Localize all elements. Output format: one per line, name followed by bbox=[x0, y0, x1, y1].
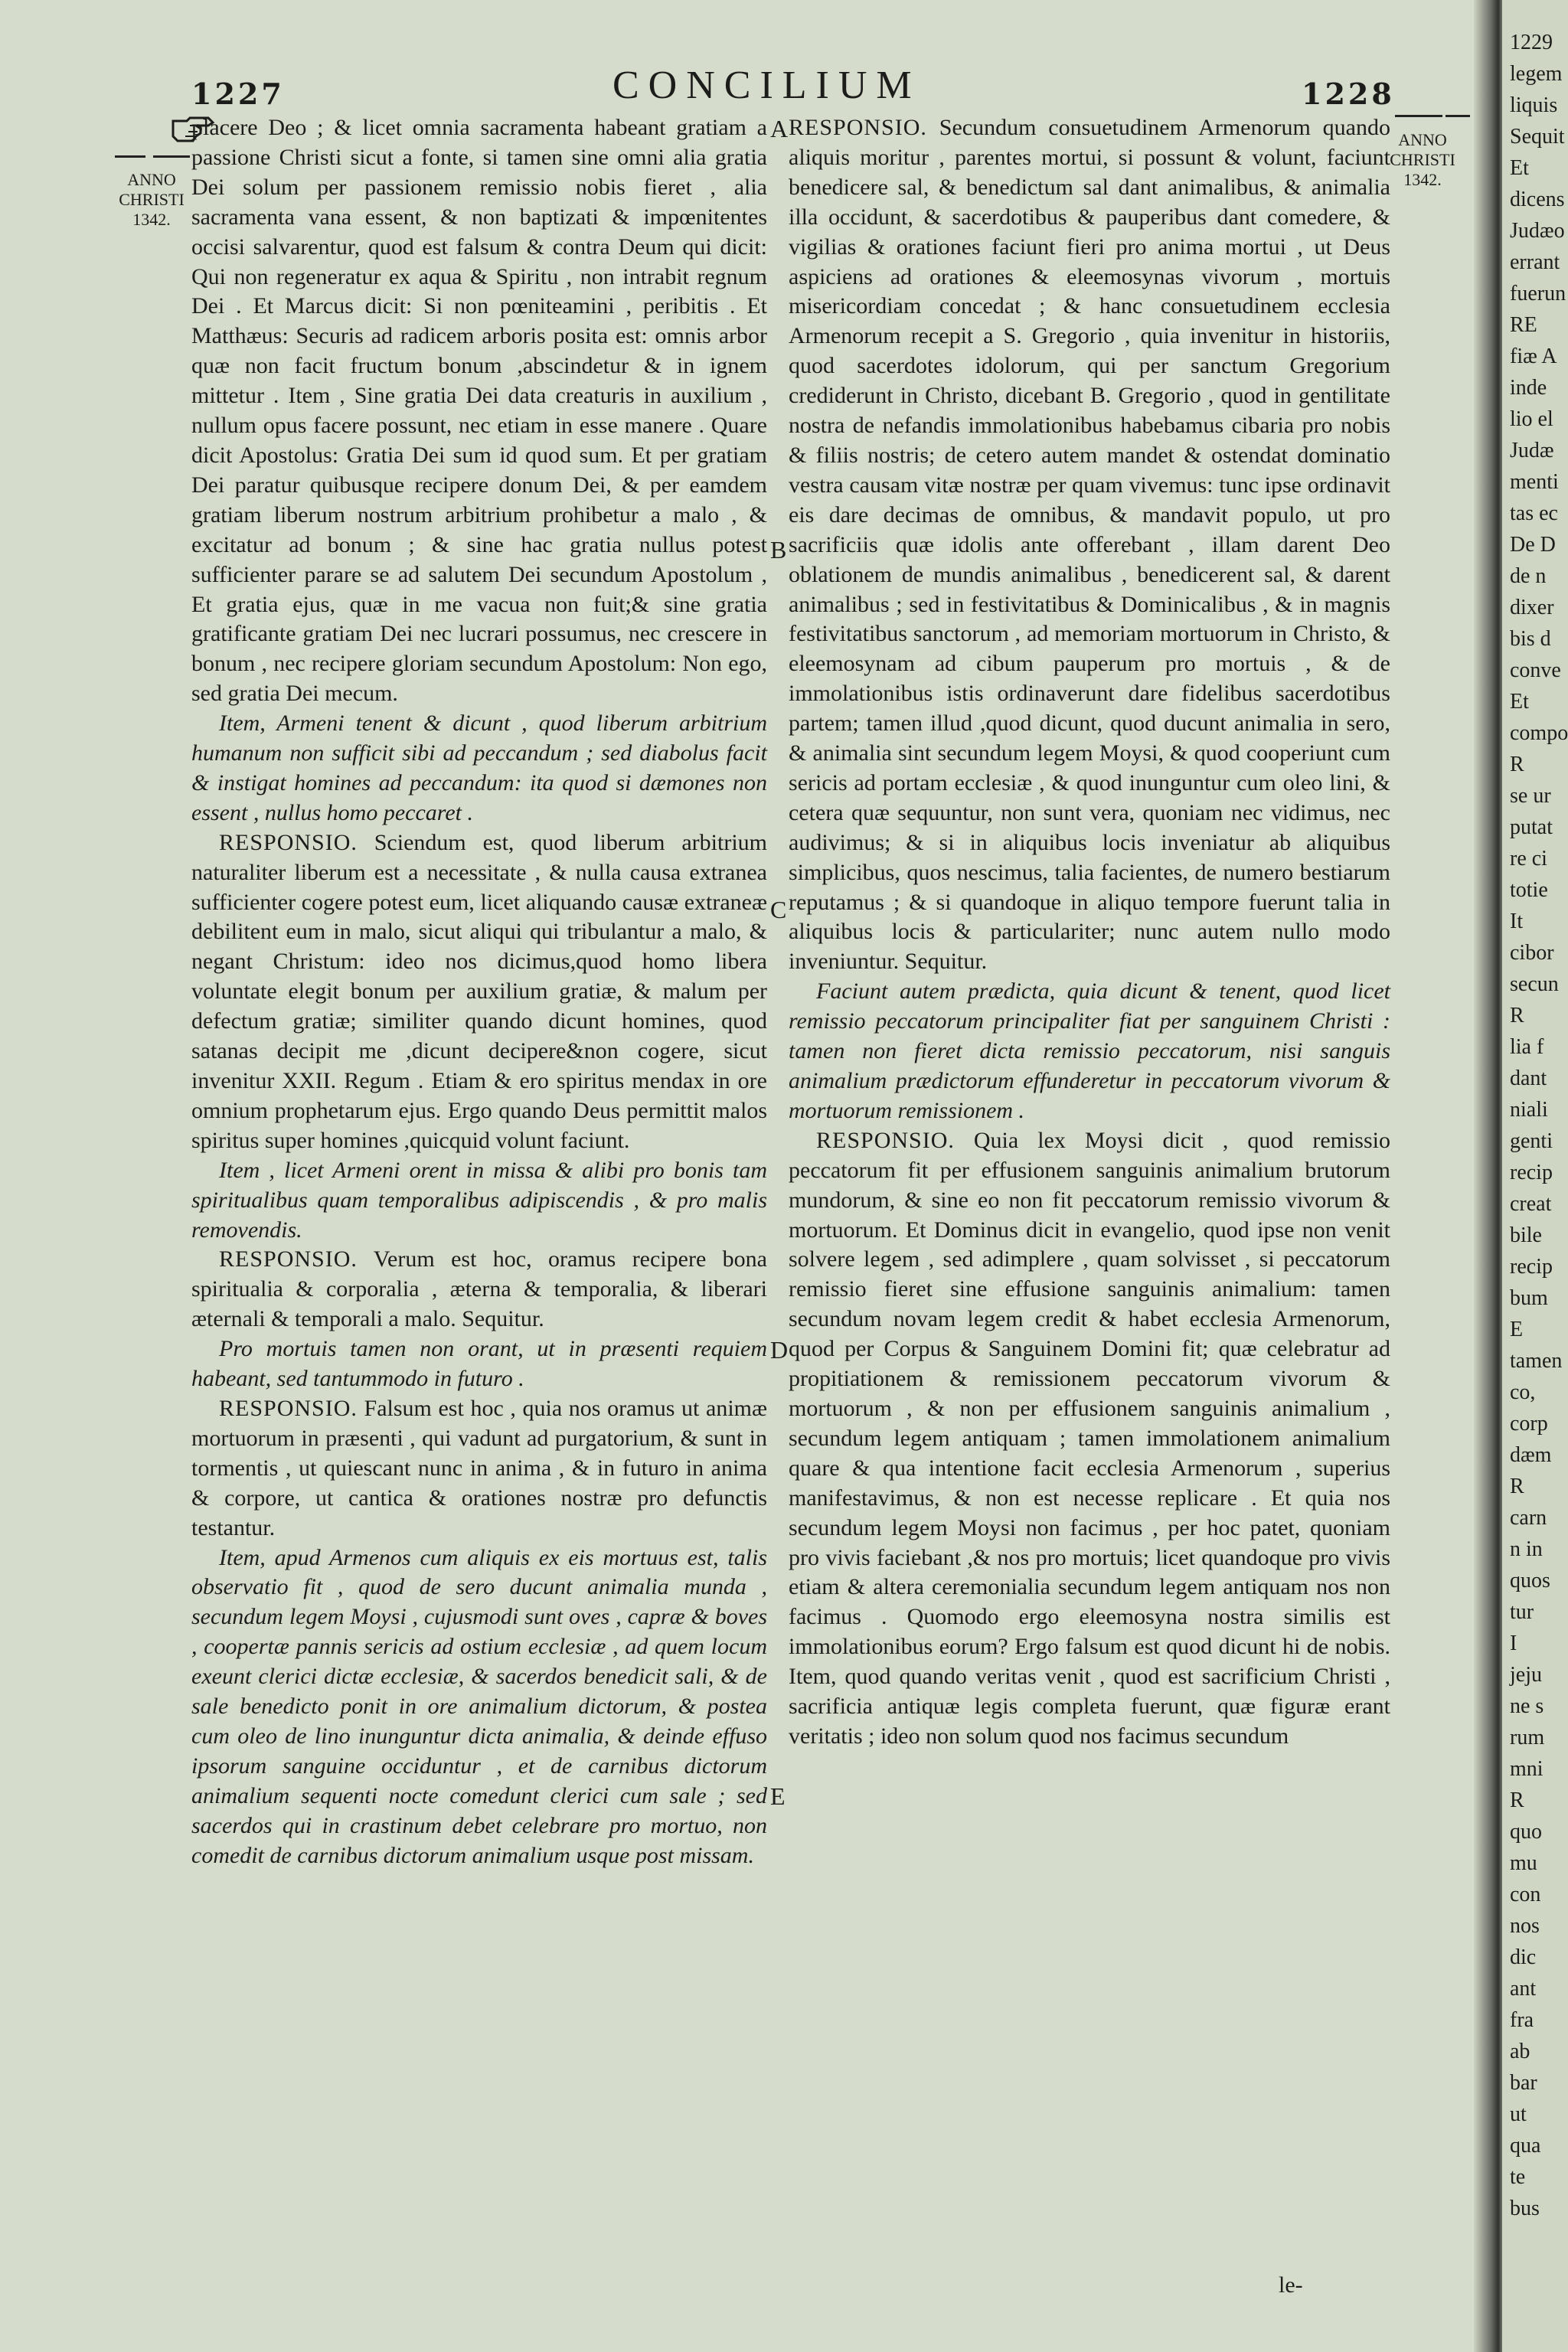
next-page-line: compo bbox=[1510, 721, 1568, 745]
paragraph-text: Faciunt autem prædicta, quia dicunt & tenent, quod licet remissio peccatorum principaliter fiat per sanguinem Christi : tamen non fieret dicta remissio peccatorum, nisi sanguis animalium prædictorum effunderetur in peccatorum vivorum & mortuorum remissionem . bbox=[789, 978, 1390, 1123]
margin-note-left bbox=[113, 170, 190, 230]
next-page-line: dæm bbox=[1510, 1443, 1552, 1467]
text-paragraph bbox=[191, 113, 767, 709]
next-page-line: Sequit bbox=[1510, 125, 1565, 149]
next-page-line: totie bbox=[1510, 878, 1548, 902]
next-page-line: lio el bbox=[1510, 407, 1553, 431]
next-page-line: inde bbox=[1510, 376, 1547, 400]
margin-note-line: CHRISTI bbox=[1390, 150, 1455, 169]
next-page-line: R bbox=[1510, 1475, 1524, 1498]
next-page-line: errant bbox=[1510, 250, 1560, 274]
page-number-left: 1227 bbox=[191, 77, 285, 111]
next-page-line: corp bbox=[1510, 1412, 1548, 1436]
objection-paragraph bbox=[191, 1544, 767, 1871]
next-page-line: niali bbox=[1510, 1098, 1548, 1122]
next-page-line: E bbox=[1510, 1318, 1524, 1341]
margin-rule bbox=[1446, 115, 1470, 117]
response-text: Falsum est hoc , quia nos oramus ut animæ mortuorum in præsenti , qui vadunt ad purgatorium, & sunt in tormentis , ut quiescant nunc in anima , & in futuro in anima & corpore, ut cantica & orationes nostræ pro defunctis testantur. bbox=[191, 1395, 767, 1540]
next-page-line: ab bbox=[1510, 2040, 1530, 2063]
margin-note-right bbox=[1384, 130, 1461, 190]
next-page-line: de n bbox=[1510, 564, 1547, 588]
next-page-line: te bbox=[1510, 2165, 1526, 2189]
next-page-line: Et bbox=[1510, 690, 1529, 714]
book-gutter bbox=[1474, 0, 1504, 2352]
next-page-line: quo bbox=[1510, 1820, 1542, 1844]
next-page-line: R bbox=[1510, 753, 1524, 776]
next-page-line: ut bbox=[1510, 2102, 1527, 2126]
margin-note-line: ANNO bbox=[127, 170, 176, 189]
margin-note-line: CHRISTI bbox=[119, 190, 185, 209]
next-page-line: bile bbox=[1510, 1223, 1542, 1247]
section-marker-b: B bbox=[770, 536, 787, 564]
margin-note-line: ANNO bbox=[1398, 130, 1447, 149]
next-page-fragment bbox=[1502, 0, 1568, 2352]
next-page-line: conve bbox=[1510, 658, 1561, 682]
next-page-line: dicens bbox=[1510, 188, 1565, 211]
section-marker-d: D bbox=[770, 1336, 789, 1364]
response-text: Sciendum est, quod liberum arbitrium naturaliter liberum est a necessitate , & nulla causa extranea sufficienter cogere potest eum, licet aliquando causæ extraneæ debilitent eum in malo, sicut aliqui qui tribulantur a malo, & negant Christum: ideo nos dicimus,quod homo libera voluntate elegit bonum per auxilium gratiæ, & malum per defectum gratiæ; similiter quando dicunt homines, quod satanas decipit me ,dicunt decipere&non cogere, sicut invenitur XXII. Regum . Etiam & ero spiritus mendax in ore omnium prophetarum ejus. Ergo quando Deus permittit malos spiritus super homines ,quicquid volunt faciunt. bbox=[191, 829, 767, 1153]
running-title: CONCILIUM bbox=[612, 64, 921, 107]
next-page-line: qua bbox=[1510, 2134, 1541, 2158]
response-label: RESPONSIO. bbox=[219, 1246, 358, 1272]
next-page-line: mu bbox=[1510, 1851, 1537, 1875]
paragraph-text: Item, apud Armenos cum aliquis ex eis mortuus est, talis observatio fit , quod de sero ducunt animalia munda , secundum legem Moysi , cujusmodi sunt oves , capræ & boves , coopertæ pannis sericis ad ostium ecclesiæ , ad quem locum exeunt clerici dictæ ecclesiæ, & sacerdos benedicit sali, & de sale benedicto ponit in ore animalium dictorum, & postea cum oleo de lino inunguntur dicta animalia, & deinde effuso ipsorum sanguine occiduntur , et de carnibus dictorum animalium sequenti nocte comedunt clerici cum sale ; sed sacerdos qui in crastinum debet celebrare pro mortuo, non comedit de carnibus dictorum animalium usque post missam. bbox=[191, 1544, 767, 1868]
next-page-line: R bbox=[1510, 1788, 1524, 1812]
next-page-line: ne s bbox=[1510, 1694, 1544, 1718]
response-text: Secundum consuetudinem Armenorum quando aliquis moritur , parentes mortui, si possunt & volunt, faciunt benedicere sal, & benedictum sal dant animalibus, & animalia illa occidunt, & sacerdotibus & pauperibus dant comedere, & vigilias & orationes faciunt fieri pro anima mortui , ut Deus aspiciens ad orationes & eleemosynas vivorum , mortuis misericordiam concedat ; & hanc consuetudinem ecclesia Armenorum recepit a S. Gregorio , quia invenitur in historiis, quod sacerdotes idolorum, qui per sanctum Gregorium crediderunt in Christo, dicebant B. Gregorio , quod in gentilitate nostra de nefandis immolationibus habebamus cibaria pro nobis & filiis nostris; de cetero autem mandet & ostendat dominatio vestra causam vitæ nostræ per quam vivemus: tunc ipse ordinavit eis dare decimas de omnibus, & mandavit populo, ut pro sacrificiis quæ idolis ante offerebant , illam darent Deo oblationem de mundis animalibus , benedicerent sal, & darent animalibus ; sed in festivitatibus & Dominicalibus , & in magnis festivitatibus sanctorum , ad memoriam mortuorum in Christo, & eleemosynam ad cibum pauperum pro mortuis , & de immolationibus istis ordinaverunt dare fidelibus sacerdotibus partem; tamen illud ,quod dicunt, quod ducunt animalia in sero, & animalia sint secundum legem Moysi, & quod cooperiunt cum sericis ad portam ecclesiæ , & quod inunguntur cum oleo lini, & cetera quæ sequuntur, non sunt vera, quoniam nec vidimus, nec audivimus; & si in aliquibus locis inveniatur ab aliquibus simplicibus, quos nescimus, talia facientes, de numero bestiarum reputamus ; & si quandoque in aliquo tempore fuerunt talia in aliquibus locis & particulariter; nunc autem nullo modo inveniuntur. Sequitur. bbox=[789, 115, 1390, 975]
section-marker-a: A bbox=[770, 115, 789, 142]
left-text-column bbox=[191, 113, 767, 1870]
objection-paragraph bbox=[191, 1156, 767, 1246]
next-page-line: n in bbox=[1510, 1537, 1543, 1561]
paragraph-text: Item, Armeni tenent & dicunt , quod liberum arbitrium humanum non sufficit sibi ad peccandum ; sed diabolus facit & instigat homines ad peccandum: ita quod si dæmones non essent , nullus homo peccaret . bbox=[191, 710, 767, 825]
next-page-line: co, bbox=[1510, 1380, 1536, 1404]
next-page-line: re ci bbox=[1510, 847, 1547, 871]
right-text-column bbox=[789, 113, 1390, 1752]
next-page-line: secun bbox=[1510, 972, 1559, 996]
next-page-line: tas ec bbox=[1510, 501, 1558, 525]
response-text: Verum est hoc, oramus recipere bona spiritualia & corporalia , æterna & temporalia, & liberari æternali & temporali a malo. Sequitur. bbox=[191, 1246, 767, 1332]
next-page-line: rum bbox=[1510, 1726, 1545, 1749]
response-text: Quia lex Moysi dicit , quod remissio peccatorum fit per effusionem sanguinis animalium brutorum mundorum, & sine eo non fit peccatorum remissio vivorum & mortuorum. Et Dominus dicit in evangelio, quod ipse non venit solvere legem , sed adimplere , quam solvisset , si peccatorum remissio fieret sine effusione sanguinis animalium: tamen secundum novam legem credit & habet ecclesia Armenorum, quod per Corpus & Sanguinem Domini fit; quæ celebratur ad propitiationem & remissionem peccatorum vivorum & mortuorum , & non per effusionem sanguinis animalium , secundum legem antiquam ; tamen immolationem animalium quare & qua intentione facit ecclesia Armenorum , superius manifestavimus, & non est necesse replicare . Et quia nos secundum legem Moysi non facimus , per hoc patet, quoniam pro vivis faciebant ,& nos pro mortuis; licet quandoque pro vivis etiam & altera ceremonialia secundum legem antiquam nos non facimus . Quomodo ergo eleemosyna nostra similis est immolationibus eorum? Ergo falsum est quod dicunt hi de nobis. Item, quod quando veritas venit , quod est sacrificium Christi , sacrificia antiquæ legis completa fuerunt, quæ figuræ erant veritatis ; ideo non solum quod nos facimus secundum bbox=[789, 1127, 1390, 1749]
next-page-line: con bbox=[1510, 1883, 1541, 1906]
next-page-line: dic bbox=[1510, 1945, 1537, 1969]
next-page-line: It bbox=[1510, 910, 1524, 933]
page-header bbox=[0, 60, 1474, 113]
next-page-line: putat bbox=[1510, 815, 1553, 839]
response-paragraph bbox=[789, 113, 1390, 977]
objection-paragraph bbox=[191, 709, 767, 828]
next-page-line: bum bbox=[1510, 1286, 1548, 1310]
next-page-line: fuerun bbox=[1510, 282, 1566, 305]
next-page-line: ant bbox=[1510, 1977, 1537, 2001]
objection-paragraph bbox=[789, 977, 1390, 1126]
next-page-line: liquis bbox=[1510, 93, 1558, 117]
page-number-right: 1228 bbox=[1302, 77, 1395, 111]
next-page-line: Et bbox=[1510, 156, 1529, 180]
response-label: RESPONSIO. bbox=[219, 829, 358, 855]
next-page-line: creat bbox=[1510, 1192, 1552, 1216]
next-page-line: dixer bbox=[1510, 596, 1554, 619]
next-page-line: bar bbox=[1510, 2071, 1537, 2095]
next-page-line: se ur bbox=[1510, 784, 1551, 808]
next-page-line: Judæo bbox=[1510, 219, 1565, 243]
margin-rule bbox=[1395, 115, 1442, 117]
margin-note-line: 1342. bbox=[132, 210, 171, 229]
next-page-line: fra bbox=[1510, 2008, 1534, 2032]
response-label: RESPONSIO. bbox=[219, 1395, 358, 1421]
response-paragraph bbox=[191, 828, 767, 1156]
next-page-line: jeju bbox=[1510, 1663, 1542, 1687]
next-page-line: lia f bbox=[1510, 1035, 1544, 1059]
paragraph-text: Pro mortuis tamen non orant, ut in præsenti requiem habeant, sed tantummodo in futuro . bbox=[191, 1336, 767, 1392]
response-paragraph bbox=[191, 1245, 767, 1334]
margin-rule bbox=[153, 155, 190, 158]
next-page-line: 1229 bbox=[1510, 31, 1553, 54]
next-page-line: recip bbox=[1510, 1161, 1553, 1184]
margin-note-line: 1342. bbox=[1403, 170, 1442, 189]
next-page-line: RE bbox=[1510, 313, 1537, 337]
next-page-line: I bbox=[1510, 1632, 1517, 1655]
response-label: RESPONSIO. bbox=[789, 115, 927, 140]
next-page-line: Judæ bbox=[1510, 439, 1554, 462]
next-page-line: legem bbox=[1510, 62, 1563, 86]
paragraph-text: Item , licet Armeni orent in missa & alibi pro bonis tam spiritualibus quam temporalibus adipiscendis , & pro malis removendis. bbox=[191, 1157, 767, 1243]
next-page-line: nos bbox=[1510, 1914, 1540, 1938]
next-page-line: tamen bbox=[1510, 1349, 1563, 1373]
next-page-line: bis d bbox=[1510, 627, 1551, 651]
next-page-line: cibor bbox=[1510, 941, 1554, 965]
next-page-line: carn bbox=[1510, 1506, 1547, 1530]
next-page-line: fiæ A bbox=[1510, 345, 1557, 368]
section-marker-c: C bbox=[770, 896, 787, 923]
margin-rule bbox=[115, 155, 145, 158]
next-page-line: R bbox=[1510, 1004, 1524, 1027]
next-page-line: menti bbox=[1510, 470, 1559, 494]
next-page-line: dant bbox=[1510, 1067, 1547, 1090]
next-page-line: bus bbox=[1510, 2197, 1540, 2220]
response-paragraph bbox=[191, 1394, 767, 1544]
next-page-line: genti bbox=[1510, 1129, 1553, 1153]
catchword: le- bbox=[1279, 2272, 1303, 2298]
objection-paragraph bbox=[191, 1334, 767, 1394]
next-page-line: recip bbox=[1510, 1255, 1553, 1279]
section-marker-e: E bbox=[770, 1782, 786, 1810]
response-label: RESPONSIO. bbox=[816, 1127, 955, 1153]
next-page-line: mni bbox=[1510, 1757, 1544, 1781]
response-paragraph bbox=[789, 1126, 1390, 1752]
next-page-line: tur bbox=[1510, 1600, 1534, 1624]
next-page-line: De D bbox=[1510, 533, 1556, 557]
next-page-line: quos bbox=[1510, 1569, 1550, 1592]
paragraph-text: placere Deo ; & licet omnia sacramenta habeant gratiam a passione Christi sicut a fonte, si tamen sine omni alia gratia Dei solum per passionem remissio nobis fieret , alia sacramenta vana essent, & non baptizati & impœnitentes occisi salvarentur, quod est falsum & contra Deum qui dicit: Qui non regeneratur ex aqua & Spiritu , non intrabit regnum Dei . Et Marcus dicit: Si non pœniteamini , peribitis . Et Matthæus: Securis ad radicem arboris posita est: omnis arbor quæ non facit fructum bonum ,abscindetur & in ignem mittetur . Item , Sine gratia Dei data creaturis in auxilium , nullum opus facere possunt, nec etiam in esse manere . Quare dicit Apostolus: Gratia Dei sum id quod sum. Et per gratiam Dei paratur quibusque recipere donum Dei, & per eamdem gratiam liberum nostrum arbitrium prohibetur a malo , & excitatur ad bonum ; & sine hac gratia nullus potest sufficienter parare se ad salutem Dei secundum Apostolum , Et gratia ejus, quæ in me vacua non fuit;& sine gratia gratificante gratiam Dei nec lucrari possumus, nec crescere in bonum , nec recipere gloriam secundum Apostolum: Non ego, sed gratia Dei mecum. bbox=[191, 115, 767, 707]
